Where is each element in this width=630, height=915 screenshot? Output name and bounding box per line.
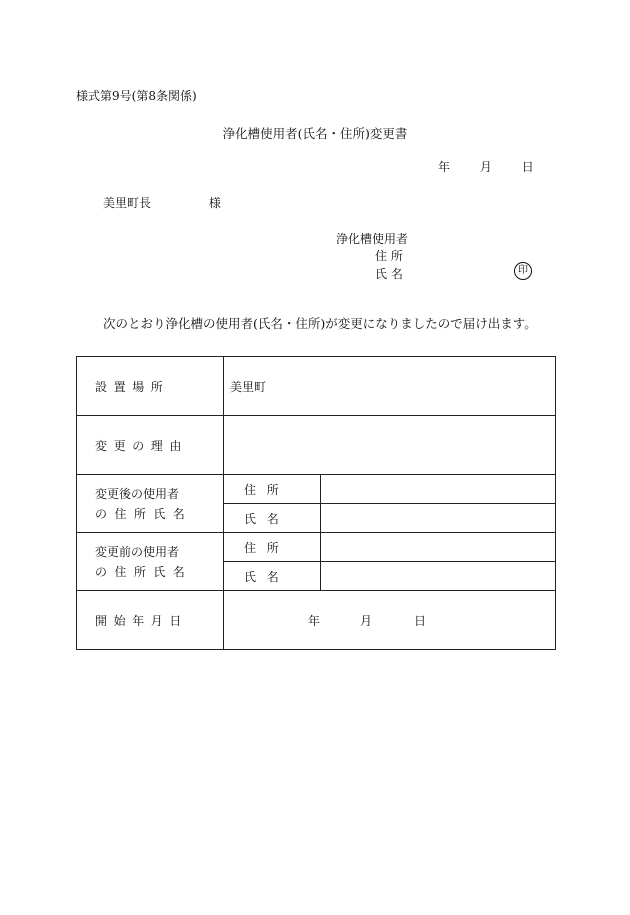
seal-icon: 印: [514, 262, 532, 280]
addressee-honorific: 様: [208, 196, 221, 210]
location-value[interactable]: 美里町: [224, 357, 556, 416]
applicant-name-label: 氏 名: [375, 267, 403, 281]
start-year-label: 年: [308, 614, 321, 628]
statement-text: 次のとおり浄化槽の使用者(氏名・住所)が変更になりましたので届け出ます。: [103, 316, 537, 331]
after-user-label: [77, 475, 224, 533]
table-row: [77, 475, 556, 504]
form-code: 様式第9号(第8条関係): [76, 89, 197, 103]
start-month-label: 月: [360, 614, 373, 628]
start-date-field[interactable]: [224, 591, 556, 650]
document-title: 浄化槽使用者(氏名・住所)変更書: [222, 126, 408, 141]
applicant-address-label: 住 所: [375, 249, 403, 263]
after-name-label: 氏名: [224, 504, 321, 533]
after-user-label-line1: 変更後の使用者: [95, 486, 180, 501]
before-address-label: 住所: [224, 533, 321, 562]
start-day-label: 日: [414, 614, 427, 628]
table-row: [77, 357, 556, 416]
after-address-field[interactable]: [321, 475, 556, 504]
before-user-label: [77, 533, 224, 591]
after-name-field[interactable]: [321, 504, 556, 533]
applicant-label: 浄化槽使用者: [336, 232, 409, 246]
before-name-field[interactable]: [321, 562, 556, 591]
table-row: [77, 533, 556, 562]
start-date-label: 開始年月日: [77, 591, 224, 650]
reason-field[interactable]: [224, 416, 556, 475]
date-day-label: 日: [521, 160, 534, 174]
after-user-label-line2: の住所氏名: [95, 506, 193, 521]
before-user-label-line1: 変更前の使用者: [95, 544, 180, 559]
before-user-label-line2: の住所氏名: [95, 564, 193, 579]
table-row: [77, 416, 556, 475]
before-address-field[interactable]: [321, 533, 556, 562]
after-address-label: 住所: [224, 475, 321, 504]
table-row: [77, 591, 556, 650]
submission-date: [438, 158, 534, 175]
date-year-label: 年: [438, 160, 451, 174]
change-form-table: [76, 356, 556, 650]
reason-label: 変更の理由: [77, 416, 224, 475]
before-name-label: 氏名: [224, 562, 321, 591]
location-label: 設置場所: [77, 357, 224, 416]
addressee-town: 美里町長: [103, 196, 152, 210]
addressee: [103, 194, 221, 211]
date-month-label: 月: [479, 160, 492, 174]
